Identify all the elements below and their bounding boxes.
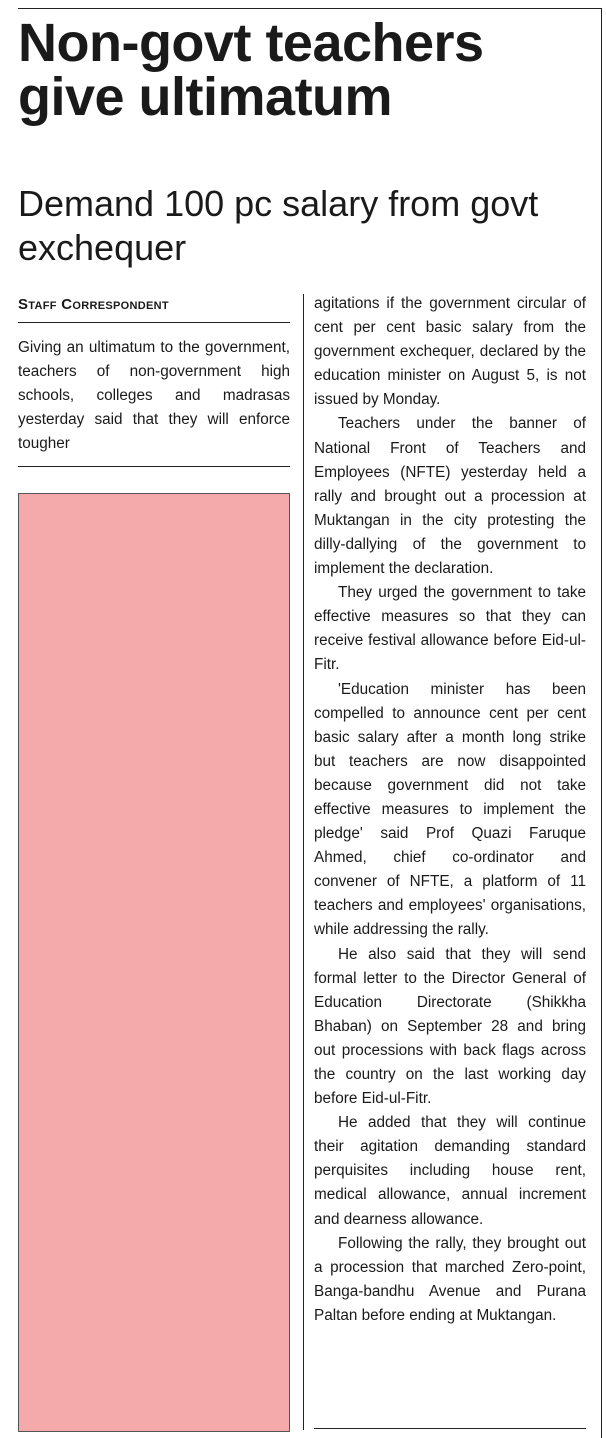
lead-rule [18, 466, 290, 467]
body-paragraph: They urged the government to take effective measures so that they can receive festival allowance before Eid-ul-Fitr. [314, 584, 586, 674]
headline: Non-govt teachers give ultimatum [18, 13, 484, 127]
top-rule [18, 8, 602, 9]
right-border-rule [601, 8, 602, 1438]
body-paragraph: 'Education minister has been compelled to announce cent per cent basic salary after a month long strike but teachers are now disappointed because government did not take effective measures to implement the pledge' said Prof Quazi Faruque Ahmed, chief co-ordinator and convener of NFTE, a platform of 11 teachers and employees' organisations, while addressing the rally. [314, 680, 586, 939]
column-divider [303, 294, 304, 1430]
body-paragraph: Teachers under the banner of National Front of Teachers and Employees (NFTE) yesterday held a rally and brought out a procession at Muktangan in the city protesting the dilly-dallying of the government to implement the declaration. [314, 415, 586, 578]
body-column [314, 292, 586, 1328]
byline: Staff Correspondent [18, 296, 169, 313]
body-paragraph: Following the rally, they brought out a procession that marched Zero-point, Banga-bandhu Avenue and Purana Paltan before ending at Muktangan. [314, 1234, 586, 1324]
photo-placeholder [18, 493, 290, 1432]
body-paragraph: agitations if the government circular of cent per cent basic salary from the government exchequer, declared by the education minister on August 5, is not issued by Monday. [314, 295, 586, 409]
subheadline: Demand 100 pc salary from govt exchequer [18, 183, 539, 268]
body-paragraph: He added that they will continue their agitation demanding standard perquisites including house rent, medical allowance, annual increment and dearness allowance. [314, 1114, 586, 1228]
bottom-rule [314, 1428, 586, 1429]
body-paragraph: He also said that they will send formal letter to the Director General of Education Directorate (Shikkha Bhaban) on September 28 and bring out processions with back flags across the country on the last working day before Eid-ul-Fitr. [314, 945, 586, 1108]
lead-paragraph: Giving an ultimatum to the government, teachers of non-government high schools, colleges and madrasas yesterday said that they will enforce tougher [18, 339, 290, 452]
byline-rule [18, 322, 290, 323]
